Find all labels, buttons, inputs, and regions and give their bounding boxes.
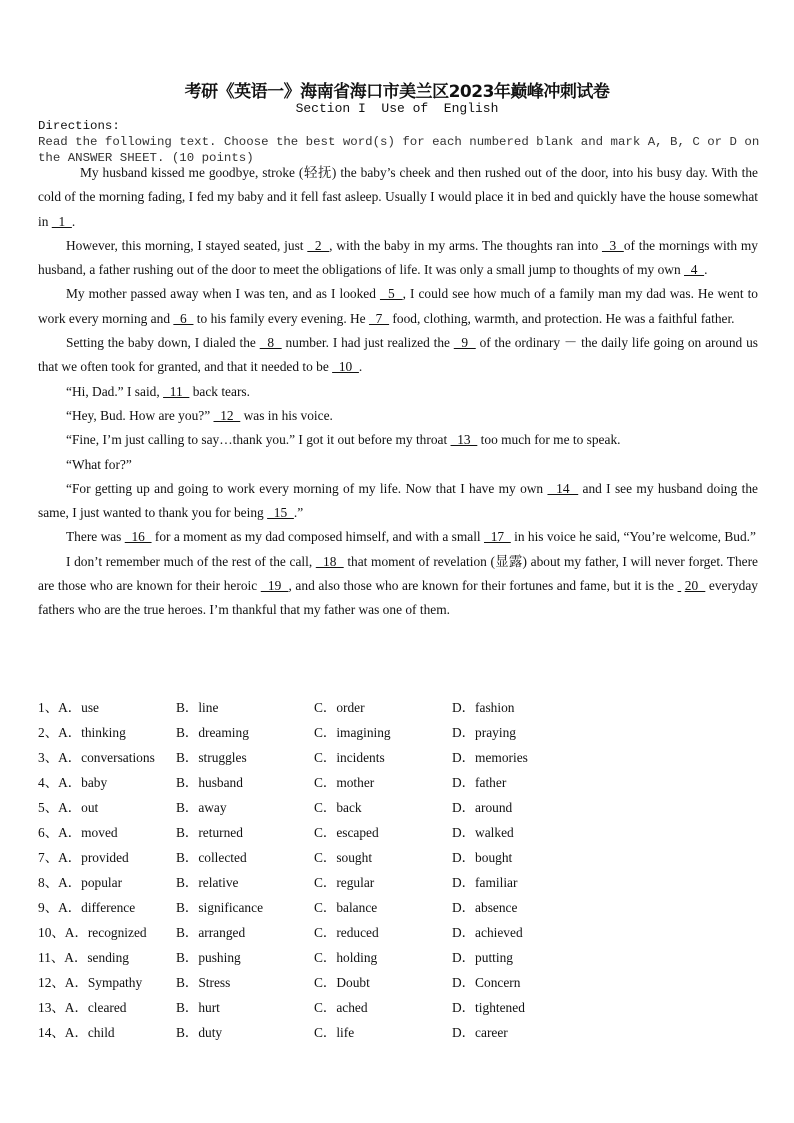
option-b: B．struggles bbox=[176, 750, 247, 765]
option-c: C．balance bbox=[314, 900, 378, 915]
section-heading: Section I Use of English bbox=[295, 101, 499, 116]
option-a: 7、A．provided bbox=[38, 850, 129, 865]
question-options-row bbox=[38, 972, 758, 997]
blank: 6 bbox=[173, 310, 194, 326]
option-d: D．walked bbox=[452, 825, 514, 840]
option-c: C．mother bbox=[314, 775, 375, 790]
blank: 10 bbox=[332, 359, 359, 375]
option-d: D．fashion bbox=[452, 700, 515, 715]
paragraph-text: , I could see how much of a family man my dad was. He went to work every morning and bbox=[38, 286, 758, 326]
blank: 15 bbox=[267, 505, 294, 521]
blank: 11 bbox=[163, 383, 190, 399]
option-b: B．dreaming bbox=[176, 725, 249, 740]
option-b: B．returned bbox=[176, 825, 243, 840]
option-c: C．imagining bbox=[314, 725, 391, 740]
paragraph-text: . bbox=[358, 359, 363, 375]
option-d: D．Concern bbox=[452, 975, 521, 990]
question-options-row bbox=[38, 947, 758, 972]
option-a: 6、A．moved bbox=[38, 825, 118, 840]
option-a: 11、A．sending bbox=[38, 950, 130, 965]
option-d: D．absence bbox=[452, 900, 518, 915]
option-c: C．reduced bbox=[314, 925, 379, 940]
option-d: D．career bbox=[452, 1025, 508, 1040]
passage-paragraph bbox=[38, 380, 758, 404]
passage-paragraph bbox=[38, 161, 758, 234]
option-d: D．putting bbox=[452, 950, 514, 965]
option-b: B．hurt bbox=[176, 1000, 220, 1015]
option-c: C．incidents bbox=[314, 750, 385, 765]
blank: 1 bbox=[51, 213, 72, 229]
option-d: D．bought bbox=[452, 850, 513, 865]
option-c: C．ached bbox=[314, 1000, 368, 1015]
paragraph-text: food, clothing, warmth, and protection. He was a faithful father. bbox=[389, 310, 735, 326]
passage-paragraph bbox=[38, 234, 758, 283]
option-b: B．husband bbox=[176, 775, 243, 790]
question-options-row bbox=[38, 697, 758, 722]
document-title: 考研《英语一》海南省海口市美兰区2023年巅峰冲刺试卷 bbox=[184, 82, 610, 102]
question-options-row bbox=[38, 922, 758, 947]
blank: 5 bbox=[379, 286, 403, 302]
option-c: C．sought bbox=[314, 850, 373, 865]
passage-paragraph bbox=[38, 550, 758, 623]
blank: 8 bbox=[259, 335, 282, 351]
passage-paragraph bbox=[38, 428, 758, 452]
paragraph-text: .” bbox=[293, 505, 304, 521]
paragraph-text: of the ordinary － the daily life going on around us that we often took for granted, and that it needed to be bbox=[38, 335, 758, 375]
blank: 16 bbox=[124, 529, 152, 545]
option-b: B．arranged bbox=[176, 925, 246, 940]
paragraph-text: for a moment as my dad composed himself, and with a small bbox=[151, 529, 484, 545]
passage-paragraph bbox=[38, 477, 758, 526]
option-a: 2、A．thinking bbox=[38, 725, 126, 740]
option-c: C．life bbox=[314, 1025, 355, 1040]
option-a: 1、A．use bbox=[38, 700, 99, 715]
option-d: D．praying bbox=[452, 725, 516, 740]
passage bbox=[38, 161, 758, 623]
option-d: D．around bbox=[452, 800, 513, 815]
option-a: 12、A．Sympathy bbox=[38, 975, 143, 990]
answer-options bbox=[38, 697, 758, 1047]
option-b: B．significance bbox=[176, 900, 264, 915]
paragraph-text: and I see my husband doing the same, I just wanted to thank you for being bbox=[38, 480, 759, 521]
option-d: D．memories bbox=[452, 750, 528, 765]
option-a: 13、A．cleared bbox=[38, 1000, 127, 1015]
paragraph-text: Setting the baby down, I dialed the bbox=[66, 335, 260, 351]
blank: 3 bbox=[601, 237, 624, 253]
paragraph-text: number. I had just realized the bbox=[281, 335, 454, 351]
option-b: B．away bbox=[176, 800, 227, 815]
question-options-row bbox=[38, 1022, 758, 1047]
question-options-row bbox=[38, 797, 758, 822]
paragraph-text: My mother passed away when I was ten, and as I looked bbox=[66, 286, 380, 302]
option-d: D．tightened bbox=[452, 1000, 525, 1015]
paragraph-text: . bbox=[71, 213, 76, 229]
blank: 20 bbox=[684, 578, 706, 594]
passage-paragraph bbox=[38, 404, 758, 428]
paragraph-text: of the mornings with my husband, a father rushing out of the door to meet the obligations of life. It was only a small jump to thoughts of my own bbox=[38, 237, 758, 278]
option-a: 9、A．difference bbox=[38, 900, 136, 915]
blank: 12 bbox=[213, 407, 241, 423]
question-options-row bbox=[38, 872, 758, 897]
passage-paragraph bbox=[38, 453, 758, 477]
option-c: C．back bbox=[314, 800, 362, 815]
option-a: 10、A．recognized bbox=[38, 925, 147, 940]
option-b: B．duty bbox=[176, 1025, 223, 1040]
option-c: C．regular bbox=[314, 875, 375, 890]
paragraph-text: to his family every evening. He bbox=[193, 310, 369, 326]
option-b: B．relative bbox=[176, 875, 239, 890]
blank: 2 bbox=[307, 237, 330, 253]
option-c: C．escaped bbox=[314, 825, 379, 840]
question-options-row bbox=[38, 747, 758, 772]
question-options-row bbox=[38, 722, 758, 747]
option-b: B．line bbox=[176, 700, 219, 715]
option-a: 8、A．popular bbox=[38, 875, 123, 890]
blank: 18 bbox=[315, 553, 344, 569]
question-options-row bbox=[38, 847, 758, 872]
directions bbox=[38, 118, 768, 166]
paragraph-text: was in his voice. bbox=[240, 407, 333, 423]
paragraph-text: There was bbox=[66, 529, 125, 545]
paragraph-text: too much for me to speak. bbox=[477, 432, 621, 448]
blank: 7 bbox=[368, 310, 390, 326]
blank: 19 bbox=[260, 578, 289, 594]
passage-paragraph bbox=[38, 282, 758, 331]
question-options-row bbox=[38, 997, 758, 1022]
question-options-row bbox=[38, 772, 758, 797]
paragraph-text: back tears. bbox=[189, 383, 250, 399]
paragraph-text: However, this morning, I stayed seated, just bbox=[66, 237, 308, 253]
paragraph-text: “What for?” bbox=[66, 456, 132, 472]
blank: 4 bbox=[684, 262, 705, 278]
option-b: B．collected bbox=[176, 850, 247, 865]
paragraph-text: “For getting up and going to work every morning of my life. Now that I have my own bbox=[66, 480, 548, 496]
option-a: 14、A．child bbox=[38, 1025, 115, 1040]
passage-paragraph bbox=[38, 525, 758, 549]
option-c: C．order bbox=[314, 700, 365, 715]
paragraph-text: that moment of revelation (显露) about my father, I will never forget. There are those who are known for their heroic bbox=[38, 553, 758, 594]
blank: 17 bbox=[484, 529, 511, 545]
option-b: B．pushing bbox=[176, 950, 241, 965]
paragraph-text: in his voice he said, “You’re welcome, Bud.” bbox=[510, 529, 756, 545]
paragraph-text: everyday fathers who are the true heroes. I’m thankful that my father was one of them. bbox=[38, 578, 758, 618]
option-d: D．familiar bbox=[452, 875, 518, 890]
option-a: 4、A．baby bbox=[38, 775, 108, 790]
blank: 13 bbox=[450, 432, 478, 448]
option-c: C．holding bbox=[314, 950, 378, 965]
blank: 9 bbox=[453, 335, 476, 351]
paragraph-text: . bbox=[704, 262, 708, 278]
passage-paragraph bbox=[38, 331, 758, 380]
paragraph-text: “Hey, Bud. How are you?” bbox=[66, 407, 214, 423]
option-b: B．Stress bbox=[176, 975, 231, 990]
option-a: 5、A．out bbox=[38, 800, 99, 815]
option-a: 3、A．conversations bbox=[38, 750, 155, 765]
question-options-row bbox=[38, 822, 758, 847]
paragraph-text: My husband kissed me goodbye, stroke (轻抚) the baby’s cheek and then rushed out of the door, into his busy day. With the cold of the morning fading, I fed my baby and it fell fast asleep. Usually I would place it in bed and quickly have the house somewhat in bbox=[38, 165, 758, 229]
paragraph-text: , and also those who are known for their fortunes and fame, but it is the bbox=[288, 578, 678, 594]
option-c: C．Doubt bbox=[314, 975, 370, 990]
paragraph-text: “Hi, Dad.” I said, bbox=[66, 383, 164, 399]
option-d: D．father bbox=[452, 775, 507, 790]
directions-heading: Directions: bbox=[38, 119, 120, 133]
paragraph-text: “Fine, I’m just calling to say…thank you.” I got it out before my throat bbox=[66, 432, 451, 448]
paragraph-text: I don’t remember much of the rest of the call, bbox=[66, 553, 316, 569]
option-d: D．achieved bbox=[452, 925, 523, 940]
paragraph-text: , with the baby in my arms. The thoughts ran into bbox=[329, 237, 602, 253]
question-options-row bbox=[38, 897, 758, 922]
blank: 14 bbox=[547, 480, 579, 496]
directions-text: Read the following text. Choose the best word(s) for each numbered blank and mark A, B, C or D on the ANSWER SHEET. (10 points) bbox=[38, 135, 760, 165]
